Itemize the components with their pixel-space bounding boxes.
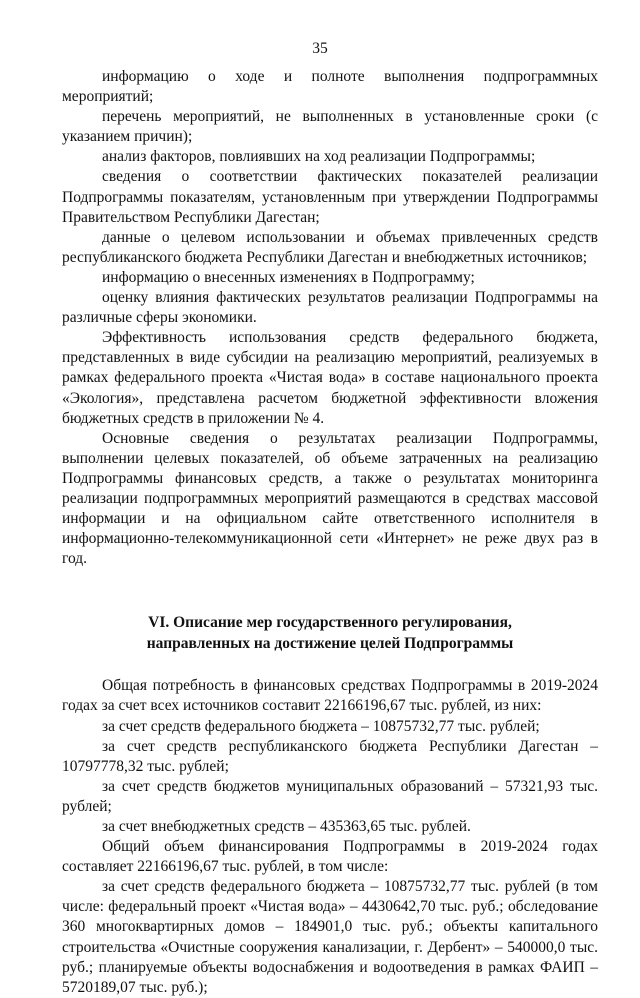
paragraph: за счет внебюджетных средств – 435363,65 тыс. рублей. [102,818,471,835]
paragraph: сведения о соответствии фактических показателей реализации Подпрограммы показателям, установленным при утверждении Подпрограммы Правительством Республики Дагестан; [62,168,598,226]
paragraph: информацию о ходе и полноте выполнения подпрограммных мероприятий; [62,68,598,106]
paragraph: информацию о внесенных изменениях в Подпрограмму; [102,268,475,286]
paragraph: перечень мероприятий, не выполненных в установленные сроки (с указанием причин); [62,108,598,146]
paragraph: за счет средств бюджетов муниципальных образований – 57321,93 тыс. рублей; [62,777,598,815]
paragraph: за счет средств республиканского бюджета Республики Дагестан – 10797778,32 тыс. рублей; [62,737,598,775]
paragraph: Общая потребность в финансовых средствах Подпрограммы в 2019-2024 годах за счет всех источников составит 22166196,67 тыс. рублей, из них: [62,677,598,715]
paragraph: за счет средств федерального бюджета – 10875732,77 тыс. рублей; [102,717,540,735]
paragraph: за счет средств федерального бюджета – 10875732,77 тыс. рублей (в том числе: федеральный проект «Чистая вода» – 4430642,70 тыс. руб.; обследование 360 многоквартирных домов – 184901,0 тыс. руб.; объекты капитального строительства «Очистные сооружения канализации, г. Дербент» – 540000,0 тыс. руб.; планируемые объекты водоснабжения и водоотведения в рамках ФАИП – 5720189,07 тыс. руб.); [62,878,598,996]
section-heading [62,613,598,654]
paragraph: анализ факторов, повлиявших на ход реализации Подпрограммы; [102,148,536,166]
section-heading-line: VI. Описание мер государственного регулирования, [148,614,512,632]
paragraph: оценку влияния фактических результатов реализации Подпрограммы на различные сферы экономики. [62,289,598,327]
document-body [62,67,598,998]
paragraph: Основные сведения о результатах реализации Подпрограммы, выполнении целевых показателей, об объеме затраченных на реализацию Подпрограммы финансовых средств, а также о результатах мониторинга реализации подпрограммных мероприятий размещаются в средствах массовой информации и на официальном сайте ответственного исполнителя в информационно-телекоммуникационной сети «Интернет» не реже двух раз в год. [62,429,598,568]
paragraph: данные о целевом использовании и объемах привлеченных средств республиканского бюджета Республики Дагестан и внебюджетных источников; [62,228,598,266]
section-heading-line: направленных на достижение целей Подпрограммы [146,634,514,652]
paragraph: Эффективность использования средств федерального бюджета, представленных в виде субсидии на реализацию мероприятий, реализуемых в рамках федерального проекта «Чистая вода» в составе национального проекта «Экология», представлена расчетом бюджетной эффективности вложения бюджетных средств в приложении № 4. [62,329,598,427]
paragraph: Общий объем финансирования Подпрограммы в 2019-2024 годах составляет 22166196,67 тыс. рублей, в том числе: [62,838,598,876]
page-number: 35 [312,40,328,57]
